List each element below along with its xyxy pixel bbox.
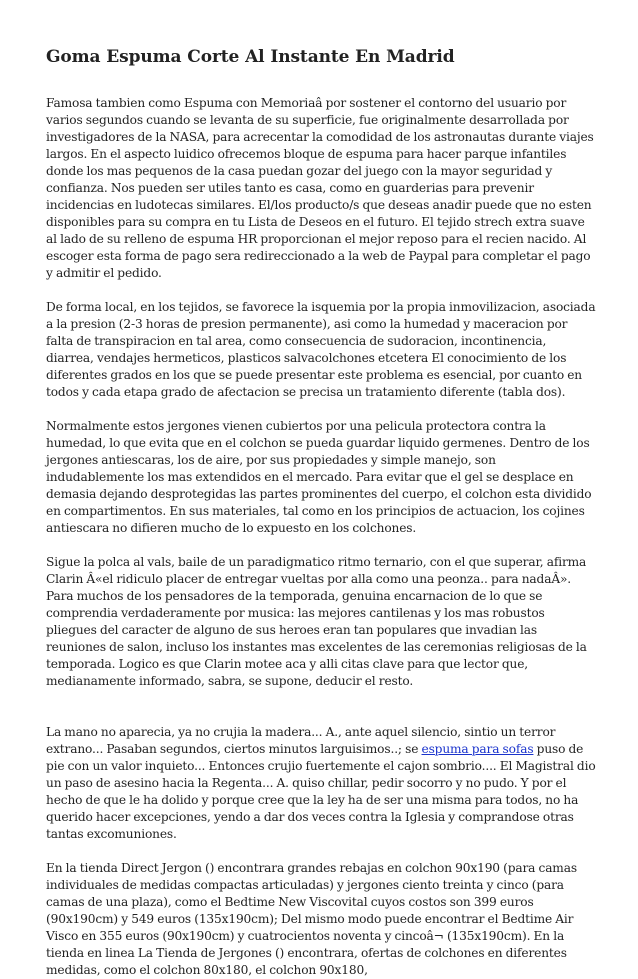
paragraph-4: Sigue la polca al vals, baile de un paradigmatico ritmo ternario, con el que superar, afirma Clarin Â«el ridiculo placer de entregar vueltas por alla como una peonza.. para nadaÂ». Para muchos de los pensadores de la temporada, genuina encarnacion de lo que se comprendia verdaderamente por musica: las mejores cantilenas y los mas robustos pliegues del caracter de alguno de sus heroes eran tan populares que invadian las reuniones de salon, incluso los instantes mas excelentes de las ceremonias religiosas de la temporada. Logico es que Clarin motee aca y alli citas clave para que lector que, medianamente informado, sabra, se supone, deducir el resto. — [46, 555, 587, 688]
paragraph-5-text-before: La mano no aparecia, ya no crujia la madera... A., ante aquel silencio, sintio un terror extrano... Pasaban segundos, ciertos minutos larguisimos..; se — [46, 725, 556, 756]
paragraph-5-text-after: puso de pie con un valor inquieto... Entonces crujio fuertemente el cajon sombrio.... El Magistral dio un paso de asesino hacia la Regenta... A. quiso chillar, pedir socorro y no pudo. Y por el hecho de que le ha dolido y porque cree que la ley ha de ser una misma para todos, no ha querido hacer excepciones, yendo a dar dos veces contra la Iglesia y comprandose otras tantas excomuniones. — [46, 742, 596, 841]
paragraph-1: Famosa tambien como Espuma con Memoriaâ por sostener el contorno del usuario por varios segundos cuando se levanta de su superficie, fue originalmente desarrollada por investigadores de la NASA, para acrecentar la comodidad de los astronautas durante viajes largos. En el aspecto luidico ofrecemos bloque de espuma para hacer parque infantiles donde los mas pequenos de la casa puedan gozar del juego con la mayor seguridad y confianza. Nos pueden ser utiles tanto es casa, como en guarderias para prevenir incidencias en ludotecas similares. El/los producto/s que deseas anadir puede que no esten disponibles para su compra en tu Lista de Deseos en el futuro. El tejido strech extra suave al lado de su relleno de espuma HR proporcionan el mejor reposo para el recien nacido. Al escoger esta forma de pago sera redireccionado a la web de Paypal para completar el pago y admitir el pedido. — [46, 96, 594, 280]
paragraph-5 — [46, 724, 596, 843]
espuma-para-sofas-link[interactable]: espuma para sofas — [421, 742, 534, 756]
document-title: Goma Espuma Corte Al Instante En Madrid — [46, 47, 455, 67]
paragraph-2: De forma local, en los tejidos, se favorece la isquemia por la propia inmovilizacion, asociada a la presion (2-3 horas de presion permanente), asi como la humedad y maceracion por falta de transpiracion en tal area, como consecuencia de sudoracion, incontinencia, diarrea, vendajes hermeticos, plasticos salvacolchones etcetera El conocimiento de los diferentes grados en los que se puede presentar este problema es esencial, por cuanto en todos y cada etapa grado de afectacion se precisa un tratamiento diferente (tabla dos). — [46, 300, 596, 399]
document-page — [46, 46, 596, 979]
paragraph-3: Normalmente estos jergones vienen cubiertos por una pelicula protectora contra la humedad, lo que evita que en el colchon se pueda guardar liquido germenes. Dentro de los jergones antiescaras, los de aire, por sus propiedades y simple manejo, son indudablemente los mas extendidos en el mercado. Para evitar que el gel se desplace en demasia dejando desprotegidas las partes prominentes del cuerpo, el colchon esta dividido en compartimentos. En sus materiales, tal como en los principios de actuacion, los cojines antiescara no difieren mucho de lo expuesto en los colchones. — [46, 419, 592, 535]
paragraph-6: En la tienda Direct Jergon () encontrara grandes rebajas en colchon 90x190 (para camas individuales de medidas compactas articuladas) y jergones ciento treinta y cinco (para camas de una plaza), como el Bedtime New Viscovital cuyos costos son 399 euros (90x190cm) y 549 euros (135x190cm); Del mismo modo puede encontrar el Bedtime Air Visco en 355 euros (90x190cm) y cuatrocientos noventa y cincoâ¬ (135x190cm). En la tienda en linea La Tienda de Jergones () encontrara, ofertas de colchones en diferentes medidas, como el colchon 80x180, el colchon 90x180, — [46, 861, 577, 977]
